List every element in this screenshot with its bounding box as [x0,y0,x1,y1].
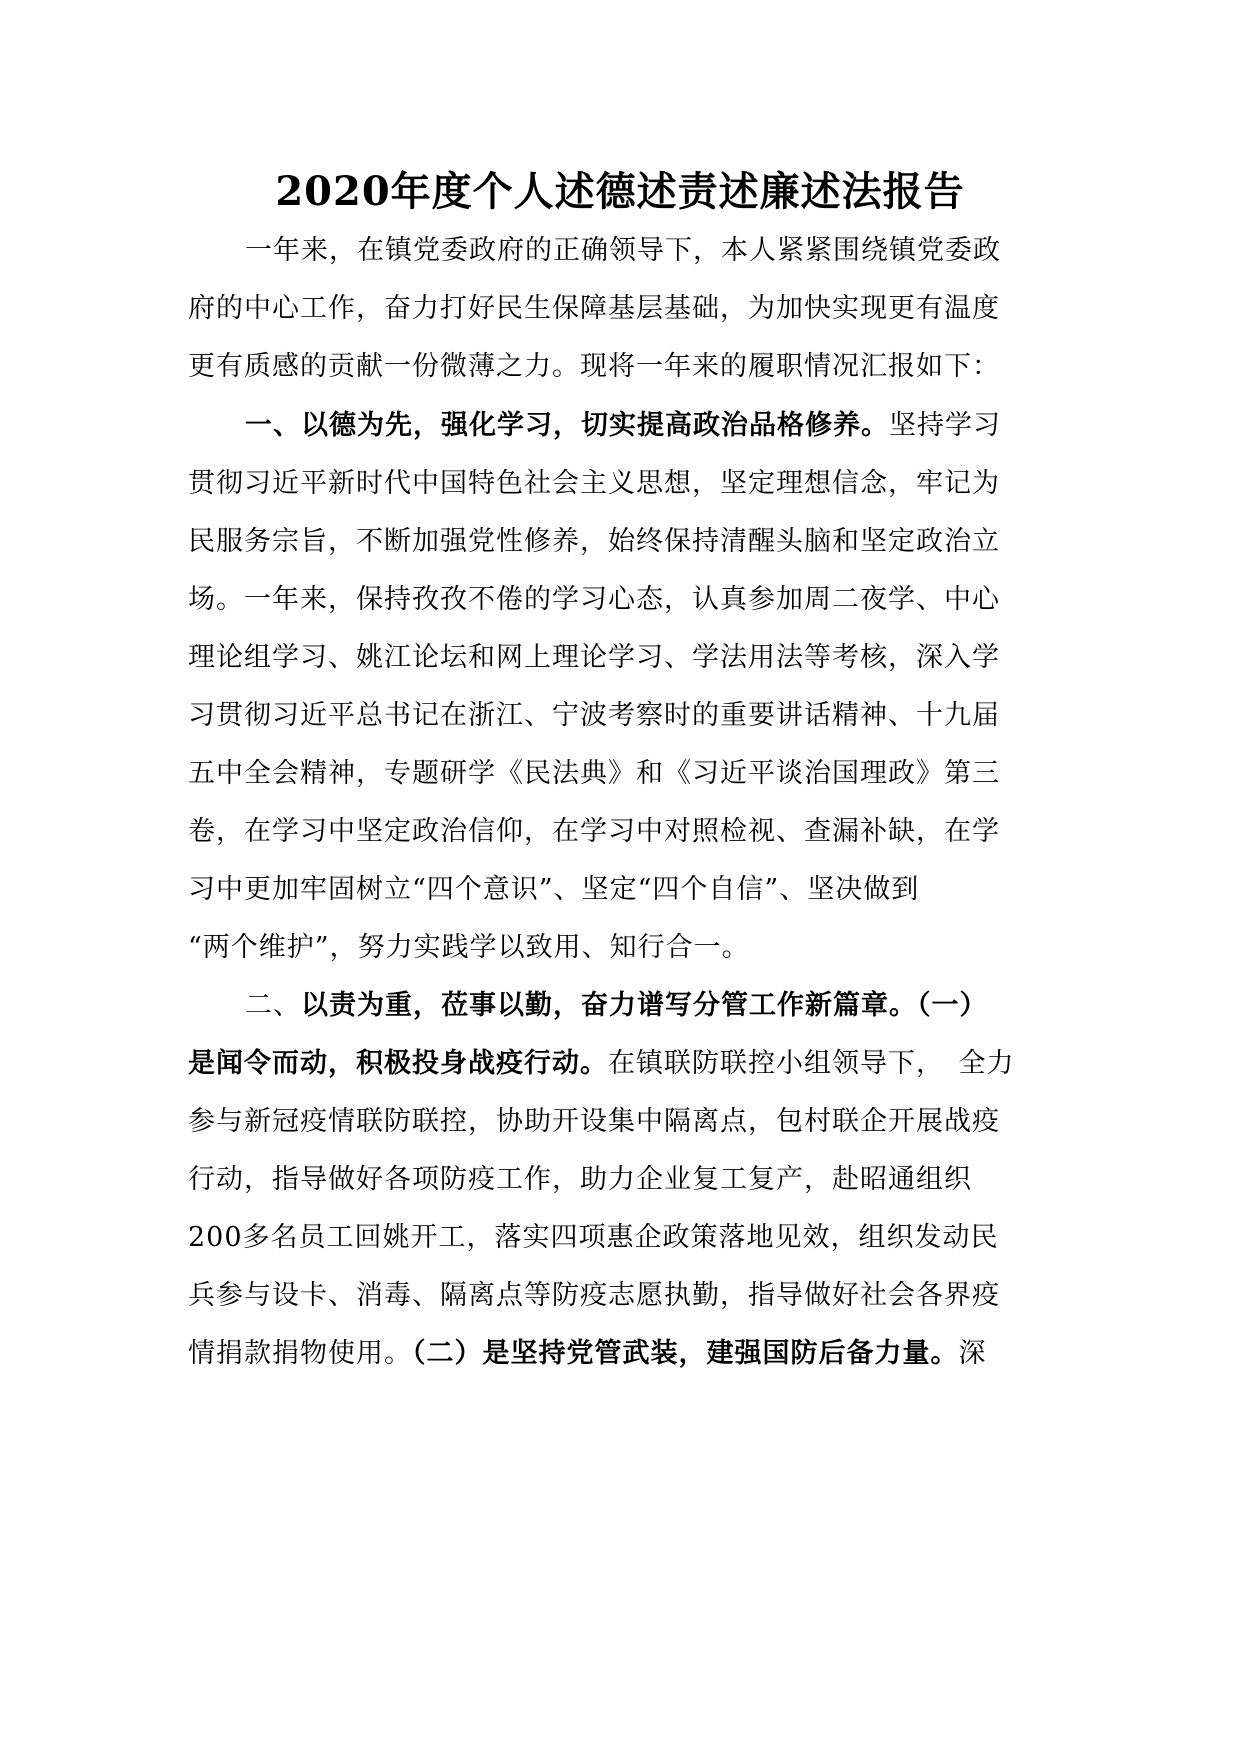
intro-line-2: 府的中心工作，奋力打好民生保障基层基础，为加快实现更有温度 [188,293,1000,324]
section2-sub1-heading: 是闻令而动，积极投身战疫行动。 [188,1048,608,1079]
section1-line: 卷，在学习中坚定政治信仰，在学习中对照检视、查漏补缺，在学 [188,816,1000,847]
section2-sub2-heading: （二）是坚持党管武装，建强国防后备力量。 [412,1338,959,1369]
section1-line: 民服务宗旨，不断加强党性修养，始终保持清醒头脑和坚定政治立 [188,526,1000,557]
section1-line: “两个维护”，努力实践学以致用、知行合一。 [188,932,750,963]
section2-sub1-line [188,1044,1058,1084]
intro-line-3: 更有质感的贡献一份微薄之力。现将一年来的履职情况汇报如下： [188,351,1000,382]
intro-line-1: 一年来，在镇党委政府的正确领导下，本人紧紧围绕镇党委政 [245,235,1001,266]
section1-line: 场。一年来，保持孜孜不倦的学习心态，认真参加周二夜学、中心 [188,584,1000,615]
section2-last-tail: 深 [958,1338,987,1369]
section2-prefix: 二、 [245,990,301,1021]
section1-heading: 一、以德为先，强化学习，切实提高政治品格修养。 [245,410,889,441]
section1-first-line [245,406,1060,446]
section2-line: 行动，指导做好各项防疫工作，助力企业复工复产，赴昭通组织 [188,1164,972,1195]
section2-heading: 以责为重，莅事以勤，奋力谱写分管工作新篇章。（一） [301,990,988,1021]
section2-last-plain: 情捐款捐物使用。 [188,1338,412,1369]
section1-line: 习贯彻习近平总书记在浙江、宁波考察时的重要讲话精神、十九届 [188,700,1000,731]
section1-line: 理论组学习、姚江论坛和网上理论学习、学法用法等考核，深入学 [188,642,1000,673]
section2-line: 兵参与设卡、消毒、隔离点等防疫志愿执勤，指导做好社会各界疫 [188,1280,1000,1311]
section2-first-line [245,986,1060,1026]
section2-last-line [188,1334,1058,1374]
document-title: 2020年度个人述德述责述廉述法报告 [275,168,965,215]
section1-line: 五中全会精神，专题研学《民法典》和《习近平谈治国理政》第三 [188,758,1000,789]
section2-line: 200多名员工回姚开工，落实四项惠企政策落地见效，组织发动民 [188,1222,999,1253]
section1-line: 贯彻习近平新时代中国特色社会主义思想，坚定理想信念，牢记为 [188,468,1000,499]
section2-line: 参与新冠疫情联防联控，协助开设集中隔离点，包村联企开展战疫 [188,1106,1000,1137]
section2-sub1-lead: 在镇联防联控小组领导下， 全力 [608,1048,1015,1079]
section1-lead: 坚持学习 [889,410,1001,441]
section1-line: 习中更加牢固树立“四个意识”、坚定“四个自信”、坚决做到 [188,874,920,905]
